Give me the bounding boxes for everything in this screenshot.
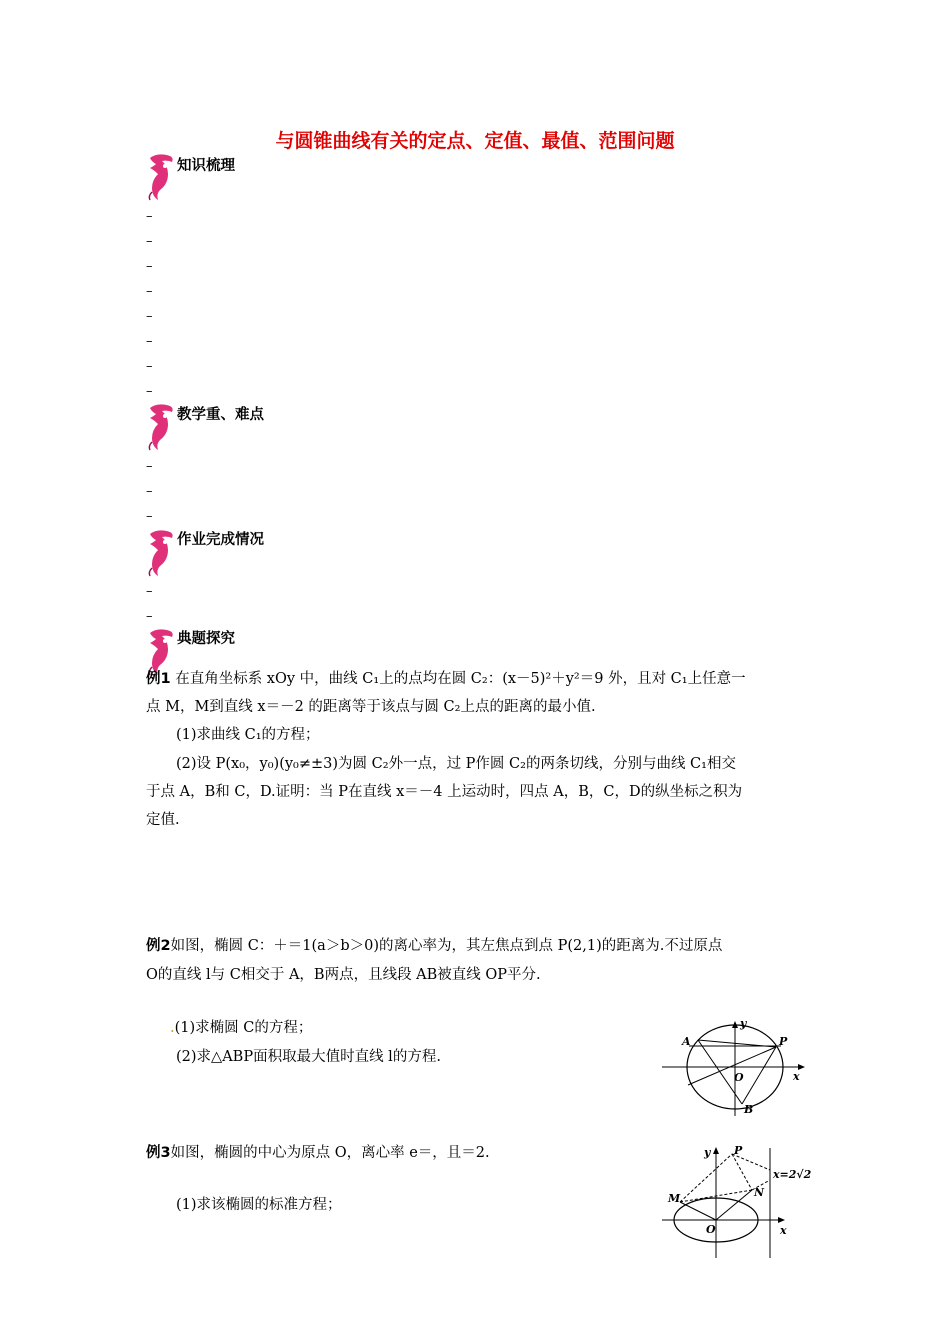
blank-line: – — [146, 384, 153, 399]
blank-line: – — [146, 509, 153, 524]
label-y: y — [740, 1018, 747, 1030]
page-title: 与圆锥曲线有关的定点、定值、最值、范围问题 — [275, 130, 675, 152]
x-axis-arrow — [778, 1217, 785, 1223]
example1-line6: 定值. — [146, 812, 180, 828]
section-label-examples: 典题探究 — [177, 631, 235, 647]
blank-line: – — [146, 334, 153, 349]
example1-line5: 于点 A，B和 C，D.证明：当 P在直线 x＝－4 上运动时，四点 A，B，C，D的纵坐标之积为 — [146, 784, 743, 800]
section-knowledge — [146, 152, 176, 206]
label-p: P — [779, 1035, 788, 1048]
line-op — [688, 1047, 776, 1085]
example2-question1: .(1)求椭圆 C的方程； — [170, 1020, 313, 1036]
blank-line: – — [146, 309, 153, 324]
label-o: O — [734, 1071, 744, 1084]
section-label-key-points: 教学重、难点 — [177, 407, 264, 423]
blank-line: – — [146, 584, 153, 599]
example2-line1: 例2如图，椭圆 C：＋＝1(a＞b＞0)的离心率为，其左焦点到点 P(2,1)的距离为.不过原点 — [146, 938, 723, 954]
label-m: M — [668, 1192, 681, 1205]
blank-line: – — [146, 234, 153, 249]
blank-line: – — [146, 209, 153, 224]
label-x: x — [780, 1224, 787, 1237]
section-homework — [146, 528, 176, 582]
example1-line1: 例1 在直角坐标系 xOy 中，曲线 C₁上的点均在圆 C₂：(x－5)²＋y²＝9 外，且对 C₁上任意一 — [146, 671, 746, 687]
example1-question1: (1)求曲线 C₁的方程； — [176, 727, 320, 743]
example3-label: 例3 — [146, 1145, 171, 1161]
example2-label: 例2 — [146, 938, 171, 954]
label-n: N — [754, 1186, 765, 1199]
blank-line: – — [146, 259, 153, 274]
y-axis-arrow — [713, 1147, 719, 1154]
label-x: x — [793, 1070, 800, 1083]
segment-mp — [680, 1154, 732, 1202]
label-p: P — [734, 1144, 743, 1157]
example2-question2: (2)求△ABP面积取最大值时直线 l的方程. — [176, 1049, 441, 1065]
example2-line2: O的直线 l与 C相交于 A，B两点，且线段 AB被直线 OP平分. — [146, 967, 541, 983]
label-b: B — [744, 1103, 754, 1116]
blank-line: – — [146, 459, 153, 474]
example3-question1: (1)求该椭圆的标准方程； — [176, 1197, 342, 1213]
segment-om — [680, 1202, 716, 1220]
example2-marker: . — [170, 1020, 175, 1036]
dolphin-icon — [146, 152, 176, 202]
example3-figure — [660, 1140, 820, 1260]
blank-line: – — [146, 484, 153, 499]
label-a: A — [682, 1035, 691, 1048]
blank-line: – — [146, 284, 153, 299]
label-o: O — [706, 1223, 716, 1236]
label-directrix: x=2√2 — [773, 1168, 812, 1181]
example2-figure — [660, 1018, 810, 1118]
example1-question2: (2)设 P(x₀，y₀)(y₀≠±3)为圆 C₂外一点，过 P作圆 C₂的两条切线，分别与曲线 C₁相交 — [176, 756, 736, 772]
example3-line1: 例3如图，椭圆的中心为原点 O，离心率 e＝，且＝2. — [146, 1145, 490, 1161]
label-y: y — [704, 1146, 711, 1159]
dolphin-icon — [146, 402, 176, 452]
segment-pn — [732, 1154, 752, 1190]
section-label-knowledge: 知识梳理 — [177, 158, 235, 174]
example1-label: 例1 — [146, 671, 171, 687]
blank-line: – — [146, 359, 153, 374]
section-label-homework: 作业完成情况 — [177, 532, 264, 548]
blank-line: – — [146, 609, 153, 624]
dolphin-icon — [146, 528, 176, 578]
section-key-points — [146, 402, 176, 456]
example1-line2: 点 M，M到直线 x＝－2 的距离等于该点与圆 C₂上点的距离的最小值. — [146, 699, 596, 715]
